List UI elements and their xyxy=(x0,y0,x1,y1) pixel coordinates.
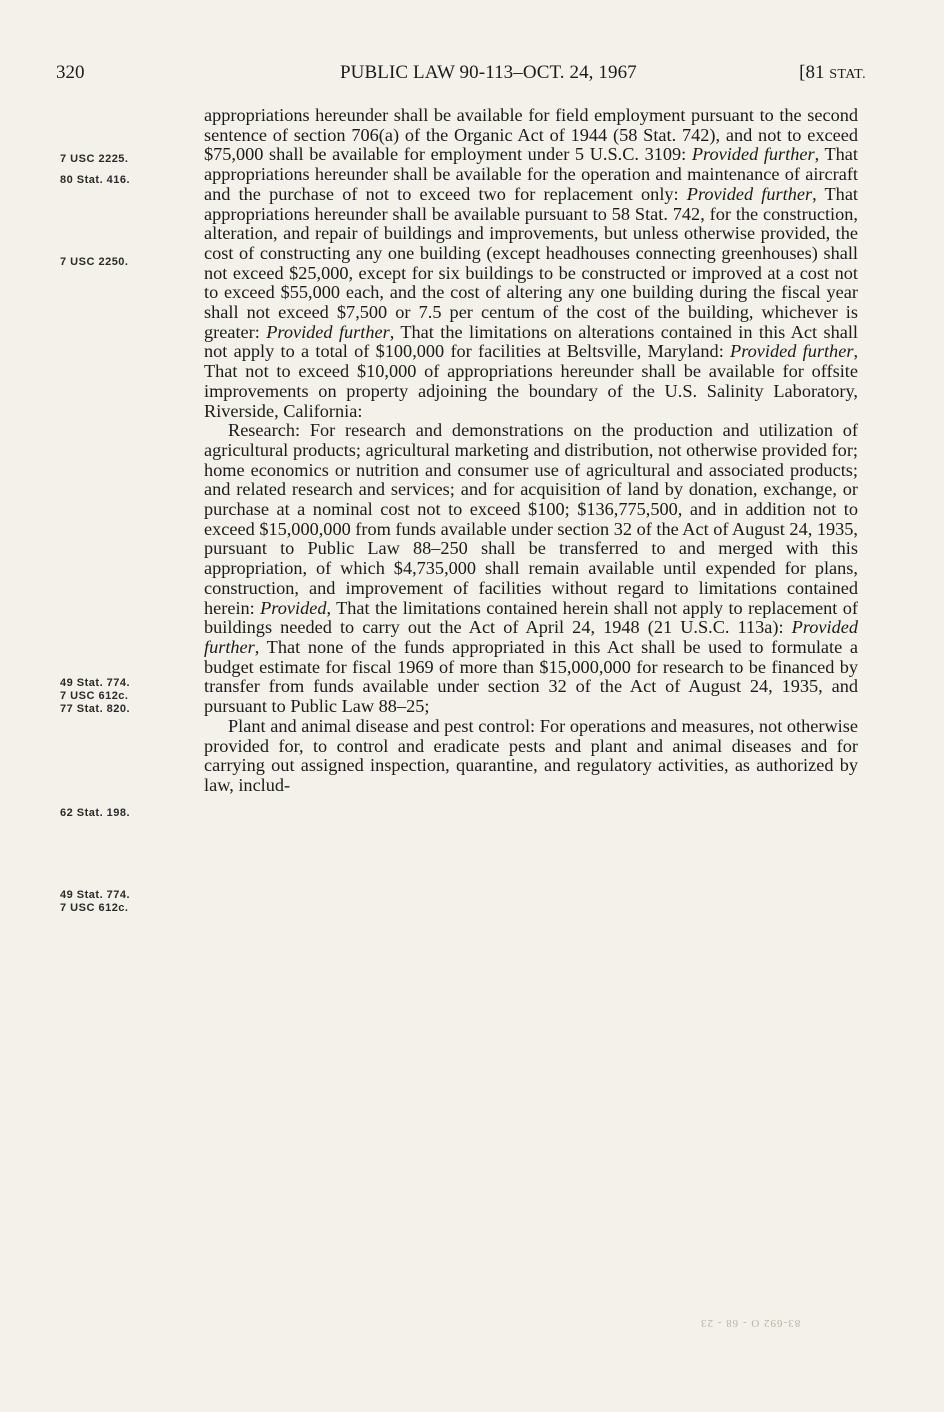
page-header xyxy=(56,62,866,88)
print-code: 83-692 O - 68 - 23 xyxy=(700,1317,801,1329)
margin-note: 49 Stat. 774. 7 USC 612c. xyxy=(60,889,131,914)
margin-note: 7 USC 2250. xyxy=(60,256,129,268)
statute-volume: [81 STAT. xyxy=(799,62,866,83)
margin-note: 62 Stat. 198. xyxy=(60,807,131,819)
margin-note: 49 Stat. 774. 7 USC 612c. 77 Stat. 820. xyxy=(60,677,131,715)
body-text xyxy=(204,106,858,796)
margin-note: 7 USC 2225. 80 Stat. 416. xyxy=(60,153,131,186)
paragraph-pest-control: Plant and animal disease and pest control: For operations and measures, not otherwise provided for, to control and eradicate pests and plant and animal diseases and for carrying out assigned inspection, quarantine, and regulatory activities, as authorized by law, includ- xyxy=(204,715,858,795)
paragraph: appropriations hereunder shall be available for field employment pursuant to the second sentence of section 706(a) of the Organic Act of 1944 (58 Stat. 742), and not to exceed $75,000 shall be available for employment under 5 U.S.C. 3109: Provided further, That appropriations hereunder shall be available for the operation and maintenance of aircraft and the purchase of not to exceed two for replacement only: Provided further, That appropriations hereunder shall be available pursuant to 58 Stat. 742, for the construction, alteration, and repair of buildings and improvements, but unless otherwise provided, the cost of constructing any one building (except headhouses connecting greenhouses) shall not exceed $25,000, except for six buildings to be constructed or improved at a cost not to exceed $55,000 each, and the cost of altering any one building during the fiscal year shall not exceed $7,500 or 7.5 per centum of the cost of the building, whichever is greater: Provided further, That the limitations on alterations contained in this Act shall not apply to a total of $100,000 for facilities at Beltsville, Maryland: Provided further, That not to exceed $10,000 of appropriations hereunder shall be available for offsite improvements on property adjoining the boundary of the U.S. Salinity Laboratory, Riverside, California: xyxy=(204,105,859,421)
page-number: 320 xyxy=(56,62,85,83)
paragraph-research: Research: For research and demonstrations on the production and utilization of agricultural products; agricultural marketing and distribution, not otherwise provided for; home economics or nutrition and consumer use of agricultural and associated products; and related research and services; and for acquisition of land by donation, exchange, or purchase at a nominal cost not to exceed $100; $136,775,500, and in addition not to exceed $15,000,000 from funds available under section 32 of the Act of August 24, 1935, pursuant to Public Law 88–250 shall be transferred to and merged with this appropriation, of which $4,735,000 shall remain available until expended for plans, construction, and improvement of facilities without regard to limitations contained herein: Provided, That the limitations contained herein shall not apply to replacement of buildings needed to carry out the Act of April 24, 1948 (21 U.S.C. 113a): Provided further, That none of the funds appropriated in this Act shall be used to formulate a budget estimate for fiscal 1969 of more than $15,000,000 for research to be financed by transfer from funds available under section 32 of the Act of August 24, 1935, and pursuant to Public Law 88–25; xyxy=(204,420,858,717)
running-title: PUBLIC LAW 90-113–OCT. 24, 1967 xyxy=(340,62,637,83)
